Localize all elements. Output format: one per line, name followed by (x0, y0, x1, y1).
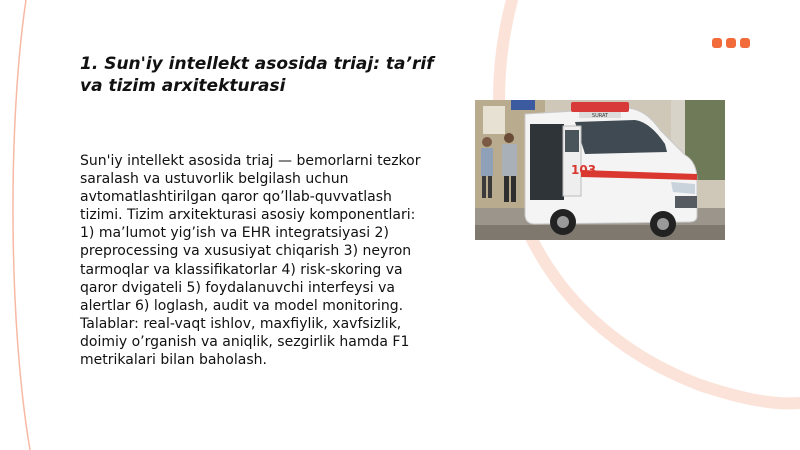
dot (740, 38, 750, 48)
slide-body-text: Sun'iy intellekt asosida triaj — bemorlarni tezkor saralash va ustuvorlik belgilash uchun avtomatlashtirilgan qaror qo’llab-quvvatlash tizimi. Tizim arxitekturasi asosiy komponentlari: 1) ma’lumot yig’ish va EHR integratsiyasi 2) preprocessing va xususiyat chiqarish 3) neyron tarmoqlar va klassifikatorlar 4) risk-skoring va qaror dvigateli 5) foydalanuvchi interfeysi va alertlar 6) loglash, audit va model monitoring. Talablar: real-vaqt ishlov, maxfiylik, xavfsizlik, doimiy o’rganish va aniqlik, sezgirlik hamda F1 metrikalari bilan baholash. (80, 153, 421, 369)
ambulance-photo (475, 100, 725, 240)
vehicle-number: 103 (571, 163, 597, 177)
ambulance-illustration (475, 100, 725, 240)
slide-title: 1. Sun'iy intellekt asosida triaj: ta’rif va tizim arxitekturasi (80, 54, 434, 96)
windshield-label: SURAT (591, 113, 609, 119)
left-curve-line (13, 0, 30, 450)
ellipsis-dots-icon (712, 38, 750, 48)
dot (726, 38, 736, 48)
dot (712, 38, 722, 48)
